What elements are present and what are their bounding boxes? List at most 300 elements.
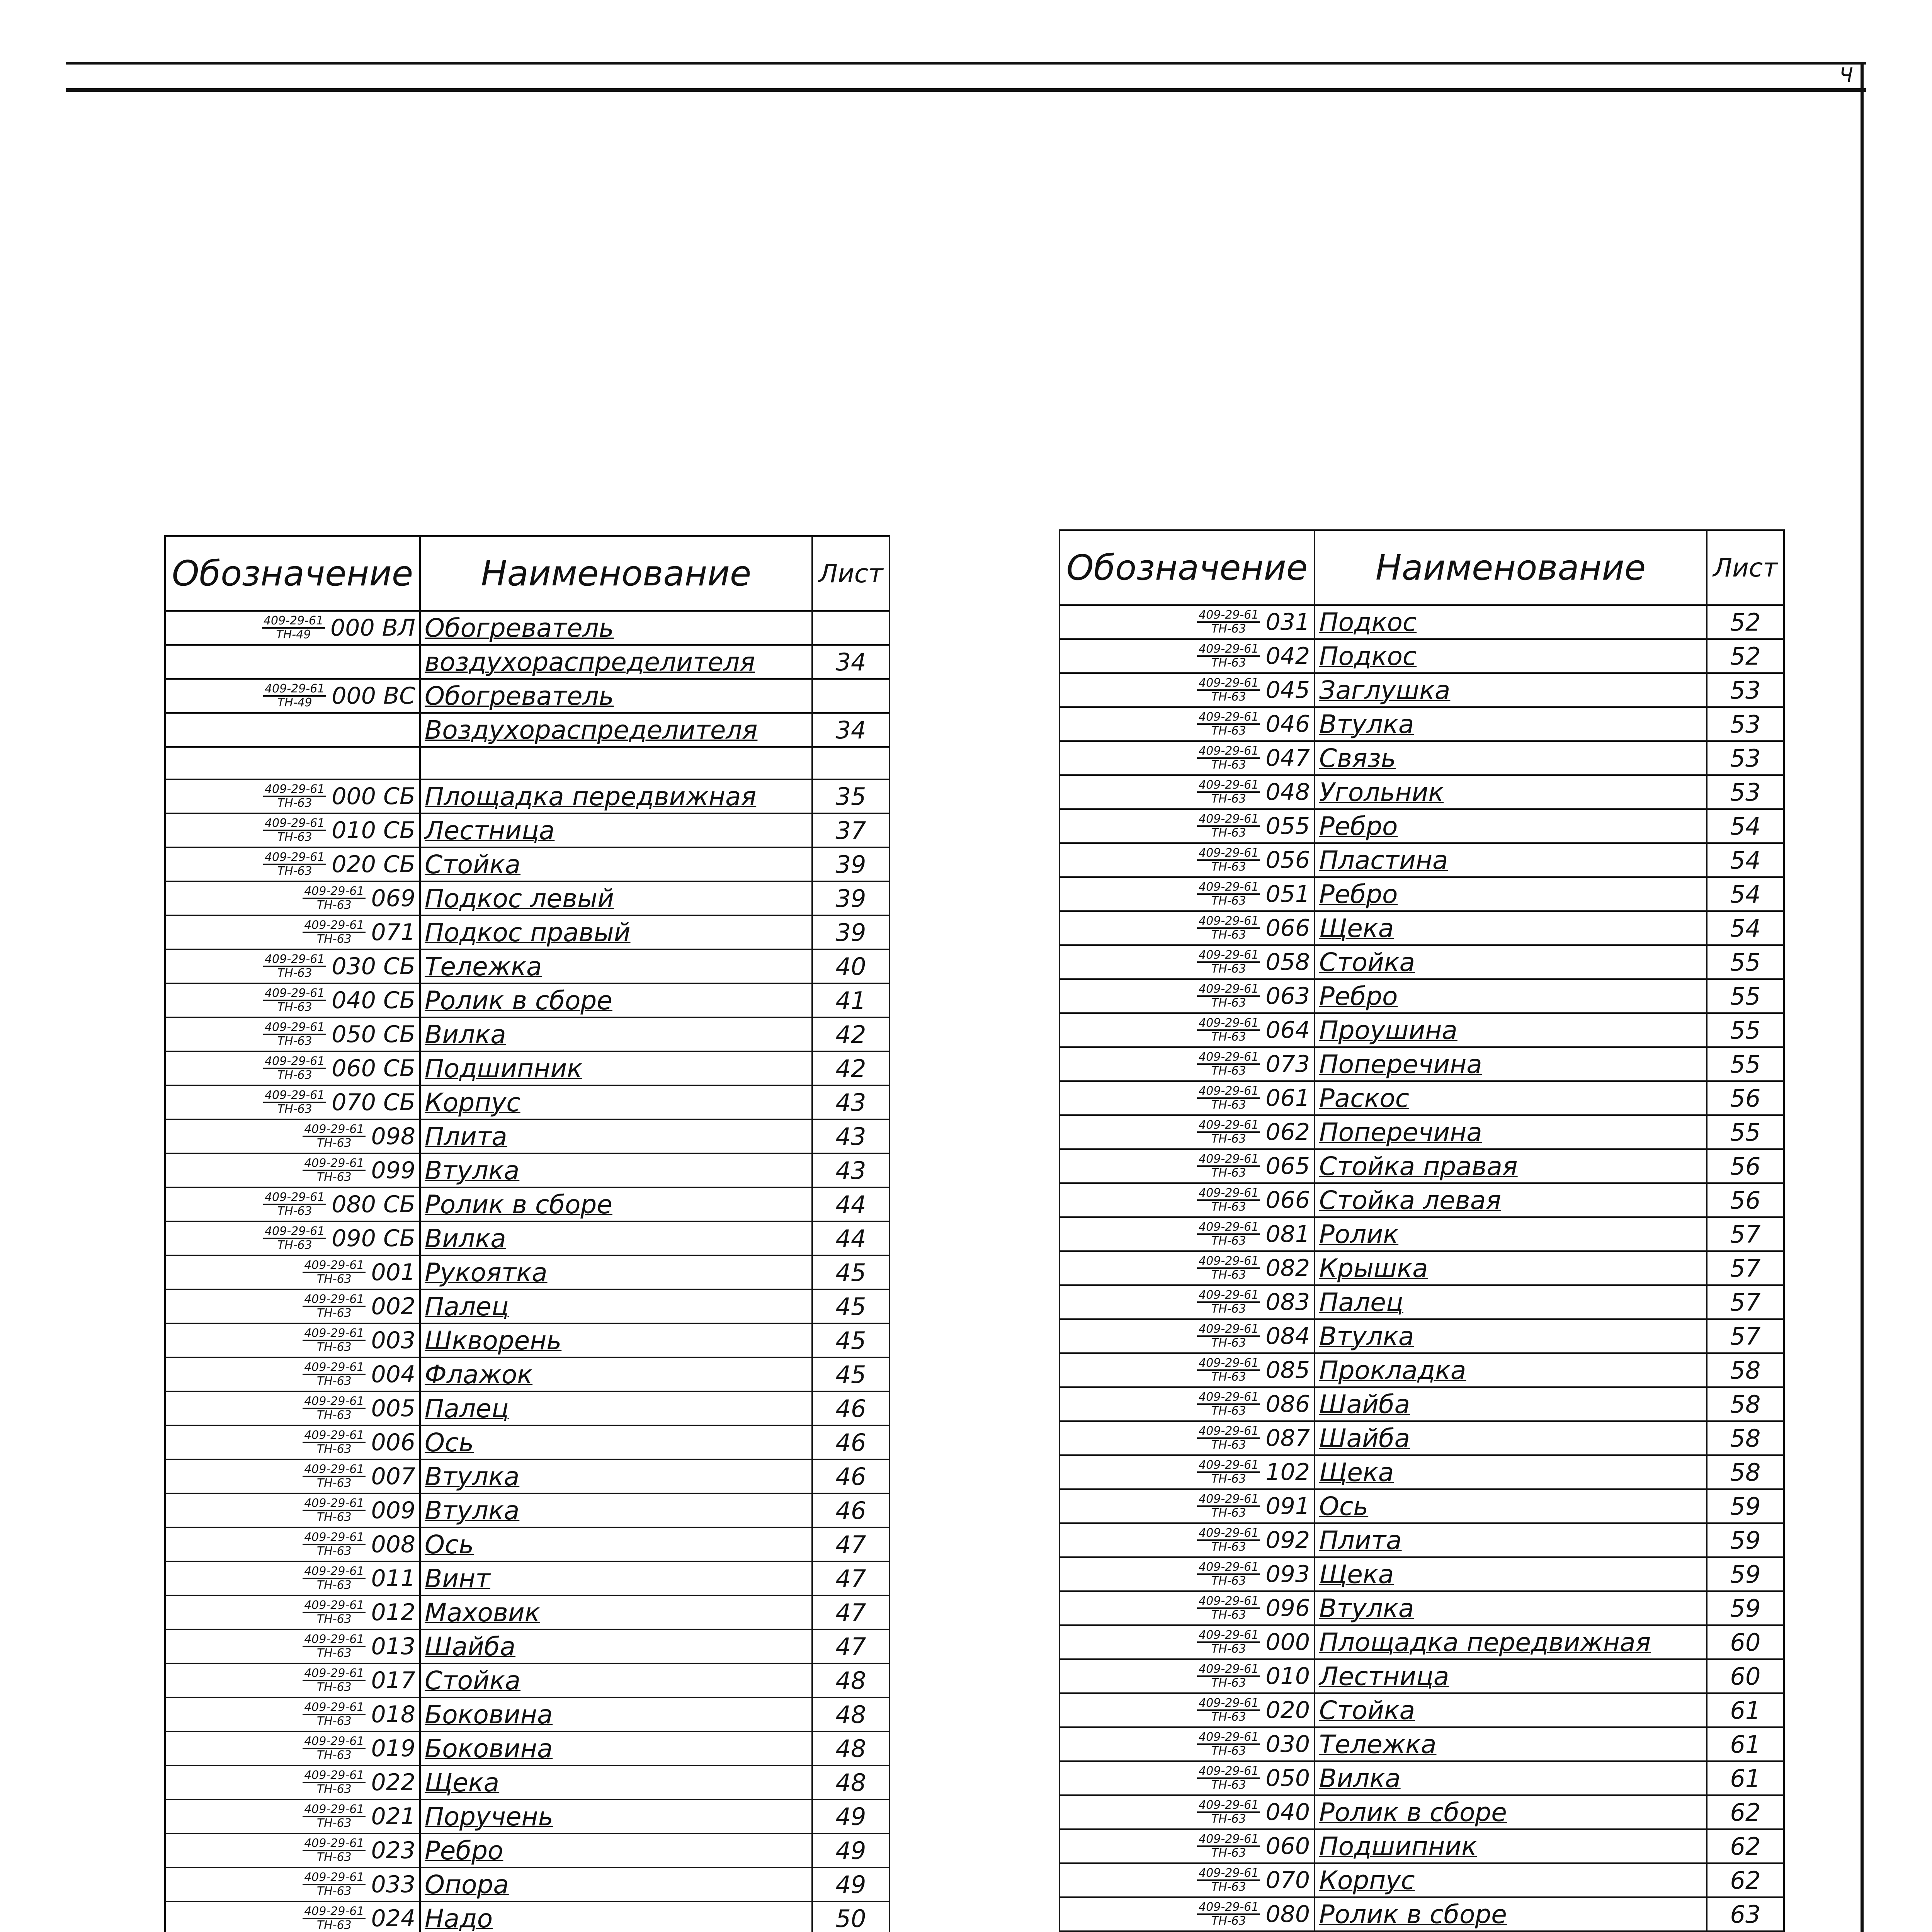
table-row bbox=[1060, 1523, 1784, 1557]
name-cell: Подшипник bbox=[420, 1051, 812, 1085]
designation-series: 409-29-61 bbox=[263, 987, 326, 1001]
designation-prefix bbox=[1197, 1901, 1260, 1927]
designation-number: 096 bbox=[1265, 1595, 1310, 1622]
name-cell: Площадка передвижная bbox=[1315, 1625, 1707, 1659]
designation-prefix bbox=[1197, 1731, 1260, 1757]
sheet-cell: 55 bbox=[1707, 1047, 1784, 1081]
table-row bbox=[165, 1187, 889, 1221]
name-cell: Обогреватель bbox=[420, 679, 812, 713]
designation-prefix bbox=[1197, 1459, 1260, 1485]
sheet-cell: 34 bbox=[812, 713, 889, 747]
sheet-cell: 44 bbox=[812, 1221, 889, 1255]
table-row bbox=[165, 847, 889, 881]
designation-number: 099 bbox=[371, 1157, 415, 1184]
designation-number: 022 bbox=[371, 1769, 415, 1796]
name-cell: Щека bbox=[1315, 911, 1707, 945]
designation-document: ТН-63 bbox=[1211, 1064, 1246, 1078]
name-cell: Ось bbox=[1315, 1489, 1707, 1523]
designation-series: 409-29-61 bbox=[303, 1905, 366, 1919]
designation-cell bbox=[1060, 1047, 1315, 1081]
sheet-cell: 61 bbox=[1707, 1693, 1784, 1727]
name-cell: Плита bbox=[1315, 1523, 1707, 1557]
designation-number: 058 bbox=[1265, 949, 1310, 976]
designation-number: 085 bbox=[1265, 1357, 1310, 1384]
sheet-cell: 46 bbox=[812, 1493, 889, 1527]
name-cell: Ролик в сборе bbox=[420, 1187, 812, 1221]
name-cell: Лестница bbox=[1315, 1659, 1707, 1693]
table-row bbox=[1060, 1285, 1784, 1319]
designation-prefix bbox=[1197, 983, 1260, 1009]
table-row bbox=[1060, 639, 1784, 673]
designation-document: ТН-63 bbox=[1211, 1336, 1246, 1350]
sheet-cell: 61 bbox=[1707, 1727, 1784, 1761]
table-row bbox=[165, 1323, 889, 1357]
name-cell bbox=[420, 747, 812, 779]
sheet-cell: 47 bbox=[812, 1561, 889, 1595]
designation-number: 092 bbox=[1265, 1527, 1310, 1554]
name-cell: Воздухораспределителя bbox=[420, 713, 812, 747]
table-row bbox=[165, 1697, 889, 1731]
designation-series: 409-29-61 bbox=[1197, 1901, 1260, 1915]
designation-number: 093 bbox=[1265, 1561, 1310, 1588]
designation-document: ТН-63 bbox=[316, 1850, 352, 1864]
designation-document: ТН-63 bbox=[1211, 792, 1246, 806]
designation-prefix bbox=[1197, 1289, 1260, 1315]
designation-series: 409-29-61 bbox=[1197, 1391, 1260, 1405]
designation-number: 048 bbox=[1265, 779, 1310, 806]
name-cell: Втулка bbox=[1315, 707, 1707, 741]
designation-document: ТН-63 bbox=[316, 1816, 352, 1830]
table-row bbox=[165, 679, 889, 713]
name-cell: Стойка правая bbox=[1315, 1149, 1707, 1183]
designation-document: ТН-63 bbox=[1211, 826, 1246, 840]
designation-series: 409-29-61 bbox=[303, 1123, 366, 1137]
designation-cell bbox=[165, 1595, 420, 1629]
designation-cell bbox=[1060, 1863, 1315, 1897]
designation-prefix bbox=[1197, 881, 1260, 907]
designation-cell bbox=[165, 1731, 420, 1765]
designation-cell bbox=[165, 645, 420, 679]
table-row bbox=[165, 1017, 889, 1051]
name-cell: Ребро bbox=[1315, 877, 1707, 911]
designation-number: 003 bbox=[371, 1327, 415, 1354]
table-row bbox=[1060, 1829, 1784, 1863]
sheet-cell: 48 bbox=[812, 1697, 889, 1731]
name-cell: Поперечина bbox=[1315, 1047, 1707, 1081]
designation-cell bbox=[1060, 741, 1315, 775]
designation-document: ТН-63 bbox=[1211, 656, 1246, 670]
designation-number: 009 bbox=[371, 1497, 415, 1524]
designation-number: 017 bbox=[371, 1667, 415, 1694]
designation-document: ТН-63 bbox=[316, 1544, 352, 1558]
designation-prefix bbox=[303, 1701, 366, 1728]
designation-number: 060 СБ bbox=[332, 1055, 415, 1082]
table-row bbox=[1060, 1421, 1784, 1455]
designation-series: 409-29-61 bbox=[1197, 1017, 1260, 1031]
designation-document: ТН-63 bbox=[1211, 1370, 1246, 1384]
designation-number: 069 bbox=[371, 885, 415, 912]
sheet-cell: 55 bbox=[1707, 945, 1784, 979]
table-row bbox=[1060, 1047, 1784, 1081]
name-cell: Стойка bbox=[420, 1663, 812, 1697]
table-row bbox=[1060, 605, 1784, 639]
table-row bbox=[165, 1663, 889, 1697]
table-row bbox=[165, 1561, 889, 1595]
designation-document: ТН-63 bbox=[1211, 1472, 1246, 1486]
sheet-cell: 53 bbox=[1707, 775, 1784, 809]
designation-cell bbox=[1060, 1727, 1315, 1761]
designation-cell bbox=[1060, 1489, 1315, 1523]
table-row bbox=[165, 1527, 889, 1561]
designation-document: ТН-63 bbox=[1211, 928, 1246, 942]
sheet-cell: 35 bbox=[812, 779, 889, 813]
designation-cell bbox=[165, 1085, 420, 1119]
table-row bbox=[1060, 673, 1784, 707]
designation-series: 409-29-61 bbox=[263, 1055, 326, 1069]
designation-number: 008 bbox=[371, 1531, 415, 1558]
designation-number: 046 bbox=[1265, 711, 1310, 738]
designation-series: 409-29-61 bbox=[1197, 1289, 1260, 1303]
table-row bbox=[165, 1901, 889, 1932]
designation-cell bbox=[165, 1357, 420, 1391]
designation-document: ТН-63 bbox=[316, 1918, 352, 1932]
designation-cell bbox=[165, 1799, 420, 1833]
table-row bbox=[165, 1085, 889, 1119]
table-body bbox=[165, 611, 889, 1932]
designation-series: 409-29-61 bbox=[1197, 1765, 1260, 1779]
designation-series: 409-29-61 bbox=[1197, 983, 1260, 997]
table-row bbox=[165, 1153, 889, 1187]
designation-cell bbox=[165, 713, 420, 747]
designation-cell bbox=[165, 1187, 420, 1221]
designation-series: 409-29-61 bbox=[1197, 1425, 1260, 1439]
designation-cell bbox=[165, 1561, 420, 1595]
sheet-cell bbox=[812, 747, 889, 779]
name-cell: Прокладка bbox=[1315, 1353, 1707, 1387]
designation-number: 010 bbox=[1265, 1663, 1310, 1690]
designation-document: ТН-63 bbox=[316, 1714, 352, 1728]
designation-prefix bbox=[262, 615, 325, 641]
corner-mark: Ч bbox=[1839, 64, 1853, 87]
designation-document: ТН-49 bbox=[276, 628, 311, 641]
table-row bbox=[165, 1289, 889, 1323]
designation-prefix bbox=[1197, 1051, 1260, 1077]
sheet-cell: 58 bbox=[1707, 1353, 1784, 1387]
table-row bbox=[165, 1425, 889, 1459]
designation-prefix bbox=[1197, 1527, 1260, 1553]
designation-cell bbox=[1060, 605, 1315, 639]
sheet-cell: 58 bbox=[1707, 1455, 1784, 1489]
sheet-cell: 54 bbox=[1707, 877, 1784, 911]
designation-number: 020 bbox=[1265, 1697, 1310, 1724]
designation-cell bbox=[165, 779, 420, 813]
designation-prefix bbox=[1197, 779, 1260, 805]
designation-prefix bbox=[1197, 1561, 1260, 1587]
table-row bbox=[165, 1799, 889, 1833]
designation-document: ТН-63 bbox=[316, 1884, 352, 1898]
table-row bbox=[1060, 1557, 1784, 1591]
name-cell: Обогреватель bbox=[420, 611, 812, 645]
designation-series: 409-29-61 bbox=[1197, 1323, 1260, 1337]
designation-cell bbox=[1060, 1183, 1315, 1217]
sheet-cell: 45 bbox=[812, 1255, 889, 1289]
designation-prefix bbox=[303, 1157, 366, 1184]
designation-number: 018 bbox=[371, 1701, 415, 1728]
table-row bbox=[1060, 1183, 1784, 1217]
designation-cell bbox=[165, 1663, 420, 1697]
designation-document: ТН-63 bbox=[277, 864, 312, 878]
designation-series: 409-29-61 bbox=[262, 615, 325, 629]
designation-series: 409-29-61 bbox=[1197, 609, 1260, 623]
designation-cell bbox=[1060, 1251, 1315, 1285]
table-row bbox=[165, 983, 889, 1017]
designation-prefix bbox=[303, 1429, 366, 1456]
table-row bbox=[1060, 877, 1784, 911]
table-row bbox=[165, 713, 889, 747]
name-cell: Вилка bbox=[420, 1017, 812, 1051]
table-row bbox=[1060, 809, 1784, 843]
designation-cell bbox=[165, 1629, 420, 1663]
name-cell: Подкос правый bbox=[420, 915, 812, 949]
designation-series: 409-29-61 bbox=[303, 1497, 366, 1511]
designation-cell bbox=[165, 1119, 420, 1153]
sheet-cell: 41 bbox=[812, 983, 889, 1017]
designation-document: ТН-63 bbox=[1211, 1302, 1246, 1316]
designation-number: 010 СБ bbox=[332, 817, 415, 844]
designation-series: 409-29-61 bbox=[263, 851, 326, 865]
designation-prefix bbox=[263, 1225, 326, 1252]
designation-document: ТН-63 bbox=[1211, 1914, 1246, 1928]
sheet-cell: 62 bbox=[1707, 1863, 1784, 1897]
designation-prefix bbox=[1197, 1391, 1260, 1417]
designation-cell bbox=[1060, 1421, 1315, 1455]
designation-number: 080 СБ bbox=[332, 1191, 415, 1218]
designation-series: 409-29-61 bbox=[263, 683, 326, 697]
sheet-cell: 39 bbox=[812, 881, 889, 915]
designation-cell bbox=[165, 1425, 420, 1459]
designation-number: 056 bbox=[1265, 847, 1310, 874]
designation-series: 409-29-61 bbox=[263, 783, 326, 797]
designation-prefix bbox=[263, 987, 326, 1014]
name-cell: Пластина bbox=[1315, 843, 1707, 877]
table-row bbox=[165, 747, 889, 779]
designation-document: ТН-63 bbox=[1211, 1642, 1246, 1656]
designation-prefix bbox=[263, 953, 326, 980]
designation-series: 409-29-61 bbox=[1197, 881, 1260, 895]
name-cell: Шайба bbox=[420, 1629, 812, 1663]
designation-prefix bbox=[263, 1191, 326, 1218]
designation-cell bbox=[1060, 1149, 1315, 1183]
designation-document: ТН-63 bbox=[1211, 1438, 1246, 1452]
designation-prefix bbox=[1197, 609, 1260, 635]
name-cell: Ребро bbox=[1315, 809, 1707, 843]
designation-number: 024 bbox=[371, 1905, 415, 1932]
designation-cell bbox=[1060, 1353, 1315, 1387]
designation-prefix bbox=[303, 1599, 366, 1626]
designation-series: 409-29-61 bbox=[303, 1565, 366, 1579]
designation-prefix bbox=[263, 783, 326, 810]
designation-cell bbox=[1060, 673, 1315, 707]
designation-prefix bbox=[303, 1565, 366, 1592]
designation-series: 409-29-61 bbox=[263, 1021, 326, 1035]
designation-document: ТН-63 bbox=[1211, 1098, 1246, 1112]
table-row bbox=[165, 1357, 889, 1391]
designation-prefix bbox=[303, 919, 366, 946]
designation-series: 409-29-61 bbox=[1197, 915, 1260, 929]
table-row bbox=[1060, 1455, 1784, 1489]
name-cell: Втулка bbox=[420, 1459, 812, 1493]
sheet-cell: 56 bbox=[1707, 1149, 1784, 1183]
designation-number: 042 bbox=[1265, 643, 1310, 670]
sheet-cell: 60 bbox=[1707, 1659, 1784, 1693]
designation-prefix bbox=[1197, 1017, 1260, 1043]
sheet-cell: 54 bbox=[1707, 843, 1784, 877]
designation-prefix bbox=[1197, 1663, 1260, 1689]
sheet-cell: 58 bbox=[1707, 1387, 1784, 1421]
designation-document: ТН-63 bbox=[1211, 860, 1246, 874]
designation-number: 002 bbox=[371, 1293, 415, 1320]
designation-cell bbox=[165, 1459, 420, 1493]
name-cell: Боковина bbox=[420, 1731, 812, 1765]
designation-series: 409-29-61 bbox=[303, 1361, 366, 1375]
designation-number: 084 bbox=[1265, 1323, 1310, 1350]
designation-series: 409-29-61 bbox=[303, 1871, 366, 1885]
header-name: Наименование bbox=[1315, 530, 1707, 605]
designation-cell bbox=[1060, 1693, 1315, 1727]
name-cell: Втулка bbox=[1315, 1591, 1707, 1625]
table-row bbox=[165, 949, 889, 983]
designation-number: 061 bbox=[1265, 1085, 1310, 1112]
sheet-cell: 62 bbox=[1707, 1829, 1784, 1863]
designation-prefix bbox=[303, 1803, 366, 1830]
designation-cell bbox=[1060, 1013, 1315, 1047]
header-sheet: Лист bbox=[1707, 530, 1784, 605]
name-cell: Вилка bbox=[420, 1221, 812, 1255]
table-row bbox=[165, 1765, 889, 1799]
designation-prefix bbox=[263, 1055, 326, 1082]
designation-document: ТН-63 bbox=[1211, 1132, 1246, 1146]
designation-series: 409-29-61 bbox=[1197, 1731, 1260, 1745]
sheet-cell: 39 bbox=[812, 847, 889, 881]
sheet-cell: 34 bbox=[812, 645, 889, 679]
table-row bbox=[1060, 1591, 1784, 1625]
designation-series: 409-29-61 bbox=[263, 1225, 326, 1239]
designation-cell bbox=[1060, 911, 1315, 945]
table-row bbox=[165, 915, 889, 949]
designation-series: 409-29-61 bbox=[1197, 1493, 1260, 1507]
name-cell: Палец bbox=[420, 1391, 812, 1425]
header-sheet: Лист bbox=[812, 536, 889, 611]
sheet-cell: 54 bbox=[1707, 809, 1784, 843]
table-row bbox=[1060, 775, 1784, 809]
designation-prefix bbox=[263, 817, 326, 844]
designation-prefix bbox=[303, 1361, 366, 1388]
contents-table-right bbox=[1059, 529, 1785, 1932]
table-row bbox=[1060, 1115, 1784, 1149]
designation-number: 083 bbox=[1265, 1289, 1310, 1316]
sheet-cell: 39 bbox=[812, 915, 889, 949]
name-cell: Палец bbox=[1315, 1285, 1707, 1319]
designation-number: 013 bbox=[371, 1633, 415, 1660]
designation-series: 409-29-61 bbox=[303, 1633, 366, 1647]
designation-series: 409-29-61 bbox=[303, 1157, 366, 1171]
designation-prefix bbox=[1197, 1799, 1260, 1825]
table-row bbox=[165, 1459, 889, 1493]
designation-series: 409-29-61 bbox=[1197, 1357, 1260, 1371]
table-row bbox=[1060, 1693, 1784, 1727]
table-row bbox=[1060, 979, 1784, 1013]
name-cell: Связь bbox=[1315, 741, 1707, 775]
sheet-cell: 43 bbox=[812, 1085, 889, 1119]
designation-series: 409-29-61 bbox=[303, 1429, 366, 1443]
name-cell: Поручень bbox=[420, 1799, 812, 1833]
designation-prefix bbox=[303, 1633, 366, 1660]
designation-cell bbox=[1060, 1115, 1315, 1149]
name-cell: Подкос bbox=[1315, 639, 1707, 673]
sheet-cell: 56 bbox=[1707, 1081, 1784, 1115]
designation-prefix bbox=[263, 1089, 326, 1116]
designation-number: 098 bbox=[371, 1123, 415, 1150]
designation-number: 081 bbox=[1265, 1221, 1310, 1248]
designation-number: 071 bbox=[371, 919, 415, 946]
designation-number: 062 bbox=[1265, 1119, 1310, 1146]
designation-document: ТН-63 bbox=[1211, 1744, 1246, 1758]
designation-document: ТН-63 bbox=[1211, 1710, 1246, 1724]
name-cell: Корпус bbox=[1315, 1863, 1707, 1897]
designation-document: ТН-63 bbox=[1211, 1778, 1246, 1792]
sheet-cell: 43 bbox=[812, 1153, 889, 1187]
designation-cell bbox=[1060, 1761, 1315, 1795]
table-row bbox=[165, 1119, 889, 1153]
designation-series: 409-29-61 bbox=[303, 1293, 366, 1307]
designation-series: 409-29-61 bbox=[1197, 1867, 1260, 1881]
designation-prefix bbox=[263, 1021, 326, 1048]
designation-cell bbox=[1060, 1319, 1315, 1353]
designation-document: ТН-63 bbox=[1211, 1846, 1246, 1860]
designation-number: 102 bbox=[1265, 1459, 1310, 1486]
designation-document: ТН-63 bbox=[316, 1612, 352, 1626]
designation-cell bbox=[1060, 979, 1315, 1013]
sheet-cell: 62 bbox=[1707, 1795, 1784, 1829]
designation-cell bbox=[1060, 1387, 1315, 1421]
designation-document: ТН-63 bbox=[1211, 1404, 1246, 1418]
designation-document: ТН-63 bbox=[1211, 1030, 1246, 1044]
name-cell: Флажок bbox=[420, 1357, 812, 1391]
name-cell: Щека bbox=[1315, 1455, 1707, 1489]
sheet-cell: 59 bbox=[1707, 1523, 1784, 1557]
sheet-cell: 46 bbox=[812, 1459, 889, 1493]
name-cell: Стойка bbox=[1315, 1693, 1707, 1727]
frame-top-border bbox=[66, 88, 1866, 92]
designation-document: ТН-63 bbox=[1211, 1200, 1246, 1214]
name-cell: Щека bbox=[420, 1765, 812, 1799]
sheet-cell: 57 bbox=[1707, 1251, 1784, 1285]
designation-document: ТН-63 bbox=[1211, 1574, 1246, 1588]
designation-series: 409-29-61 bbox=[303, 1735, 366, 1749]
designation-document: ТН-63 bbox=[316, 1340, 352, 1354]
designation-prefix bbox=[1197, 1629, 1260, 1655]
frame-right-border bbox=[1861, 64, 1864, 1932]
designation-cell bbox=[165, 915, 420, 949]
designation-prefix bbox=[1197, 1119, 1260, 1145]
table-row bbox=[165, 1391, 889, 1425]
designation-document: ТН-63 bbox=[1211, 996, 1246, 1010]
designation-number: 091 bbox=[1265, 1493, 1310, 1520]
designation-document: ТН-63 bbox=[1211, 1676, 1246, 1690]
designation-prefix bbox=[1197, 1153, 1260, 1179]
sheet-cell: 60 bbox=[1707, 1625, 1784, 1659]
sheet-cell: 53 bbox=[1707, 707, 1784, 741]
